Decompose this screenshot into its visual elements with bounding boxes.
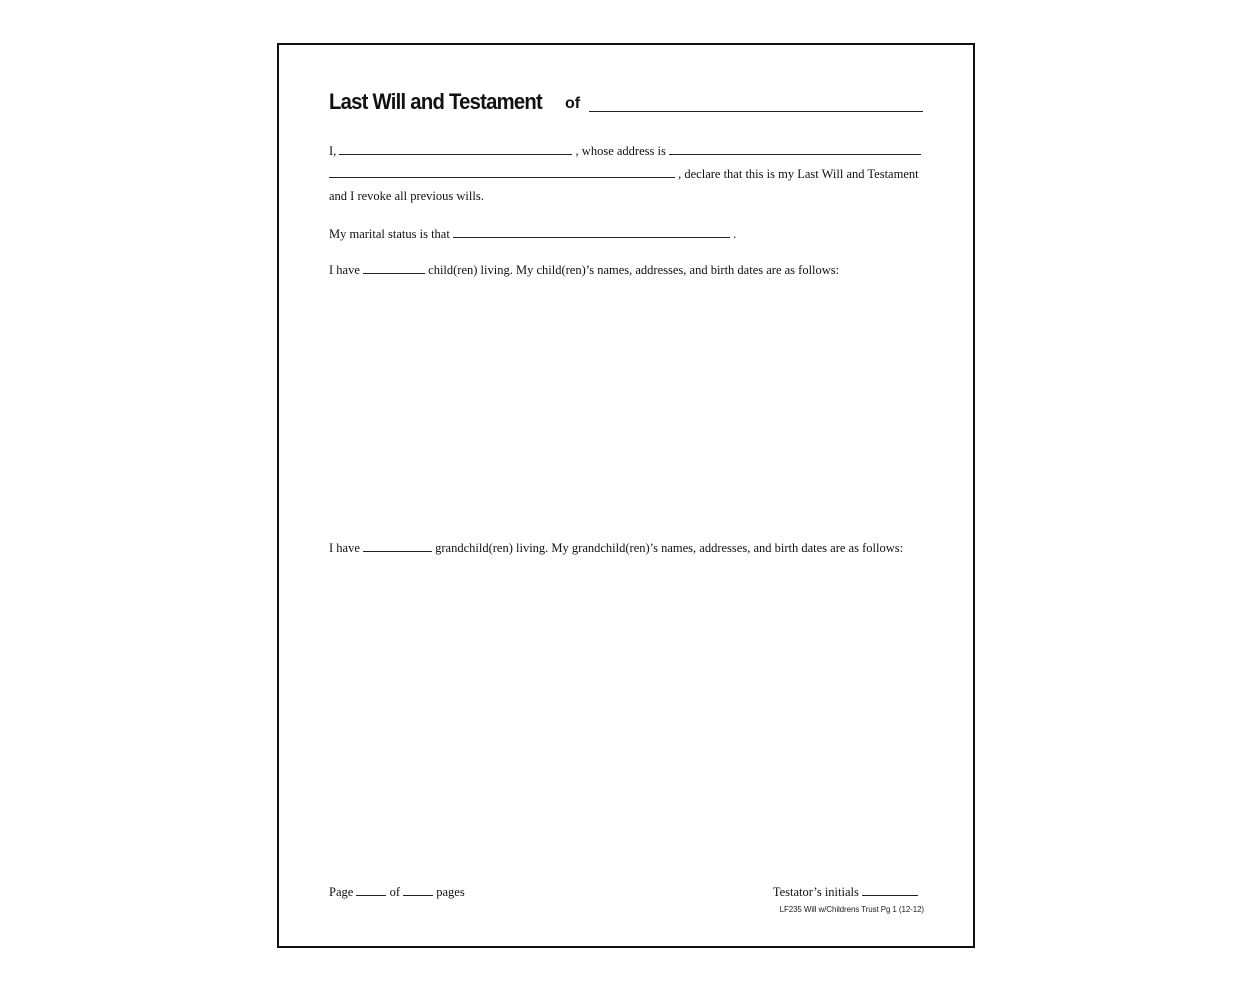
page-number-line — [329, 883, 465, 900]
form-code: LF235 Will w/Childrens Trust Pg 1 (12-12) — [779, 905, 924, 914]
declaration-line-2 — [329, 165, 919, 182]
address-blank[interactable] — [669, 142, 921, 155]
revocation-line: and I revoke all previous wills. — [329, 189, 484, 203]
marital-status-line — [329, 225, 736, 242]
name-blank[interactable] — [339, 142, 572, 155]
title-main: Last Will and Testament — [329, 89, 543, 114]
marital-label: My marital status is that — [329, 227, 450, 241]
children-line — [329, 261, 839, 278]
grandchildren-line — [329, 539, 903, 556]
address-continued-blank[interactable] — [329, 165, 675, 178]
declaration-text: , declare that this is my Last Will and Testament — [678, 167, 919, 181]
testator-initials-line — [773, 883, 918, 900]
initials-label: Testator’s initials — [772, 885, 859, 899]
marital-period: . — [733, 227, 737, 241]
page-label: Page — [329, 885, 354, 899]
testator-name-blank[interactable] — [589, 111, 923, 112]
form-title — [329, 89, 923, 119]
address-label: , whose address is — [575, 144, 666, 158]
of-label: of — [389, 885, 400, 899]
marital-status-blank[interactable] — [453, 225, 730, 238]
pages-label: pages — [436, 885, 465, 899]
page-number-blank[interactable] — [356, 883, 386, 896]
title-of: of — [565, 95, 581, 112]
children-count-blank[interactable] — [363, 261, 425, 274]
grandchildren-text: grandchild(ren) living. My grandchild(ren)’s names, addresses, and birth dates are as follows: — [435, 541, 904, 555]
total-pages-blank[interactable] — [403, 883, 433, 896]
will-form-page — [277, 43, 975, 948]
grandchildren-count-blank[interactable] — [363, 539, 432, 552]
declaration-prefix: I, — [329, 144, 337, 158]
declaration-line-1 — [329, 142, 921, 159]
grandchildren-prefix: I have — [329, 541, 360, 555]
children-prefix: I have — [329, 263, 360, 277]
initials-blank[interactable] — [862, 883, 918, 896]
children-text: child(ren) living. My child(ren)’s names, addresses, and birth dates are as follows: — [428, 263, 840, 277]
